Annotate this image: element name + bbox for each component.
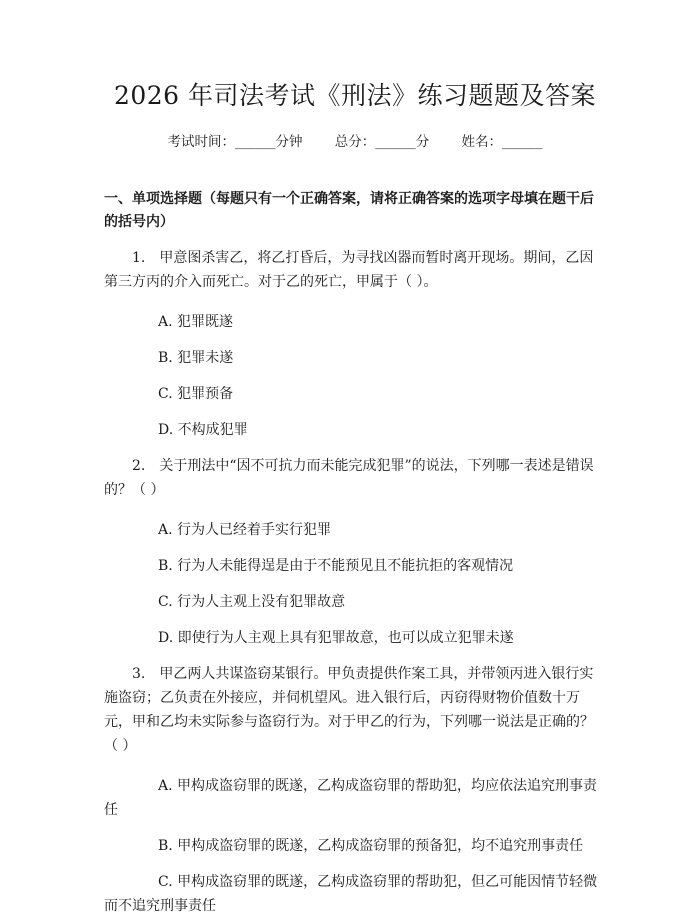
question-1-option-b: B. 犯罪未遂 — [158, 350, 234, 366]
question-3-stem: 3. 甲乙两人共谋盗窃某银行。甲负责提供作案工具，并带领丙进入银行实施盗窃；乙负责在外接应，并伺机望风。进入银行后，丙窃得财物价值数十万元，甲和乙均未实际参与盗窃行为。对于甲乙的行为，下列哪一说法是正确的？（ ） — [104, 666, 594, 754]
question-2-option-d: D. 即使行为人主观上具有犯罪故意，也可以成立犯罪未遂 — [158, 630, 514, 646]
question-3-option-b: B. 甲构成盗窃罪的既遂，乙构成盗窃罪的预备犯，均不追究刑事责任 — [158, 838, 584, 854]
question-2-stem: 2. 关于刑法中“因不可抗力而未能完成犯罪”的说法，下列哪一表述是错误的？（ ） — [104, 458, 594, 498]
document-title: 2026 年司法考试《刑法》练习题题及答案 — [113, 81, 597, 110]
exam-time: 考试时间：______分钟 — [167, 134, 303, 150]
question-2-option-a: A. 行为人已经着手实行犯罪 — [158, 522, 332, 538]
question-3-option-c: C. 甲构成盗窃罪的既遂，乙构成盗窃罪的帮助犯，但乙可能因情节轻微而不追究刑事责任 — [104, 874, 598, 914]
question-1-option-a: A. 犯罪既遂 — [158, 314, 234, 330]
exam-name: 姓名：______ — [461, 134, 543, 150]
question-1-stem: 1. 甲意图杀害乙，将乙打昏后，为寻找凶器而暂时离开现场。期间，乙因第三方丙的介入而死亡。对于乙的死亡，甲属于（ ）。 — [104, 250, 594, 290]
question-2-option-c: C. 行为人主观上没有犯罪故意 — [158, 594, 346, 610]
exam-score: 总分：______分 — [334, 134, 430, 150]
question-2-option-b: B. 行为人未能得逞是由于不能预见且不能抗拒的客观情况 — [158, 558, 514, 574]
question-1-option-d: D. 不构成犯罪 — [158, 422, 248, 438]
question-3-option-a: A. 甲构成盗窃罪的既遂，乙构成盗窃罪的帮助犯，均应依法追究刑事责任 — [104, 778, 598, 818]
question-1-option-c: C. 犯罪预备 — [158, 386, 234, 402]
section-heading: 一、单项选择题（每题只有一个正确答案，请将正确答案的选项字母填在题干后的括号内） — [104, 191, 594, 230]
exam-meta — [104, 132, 606, 152]
